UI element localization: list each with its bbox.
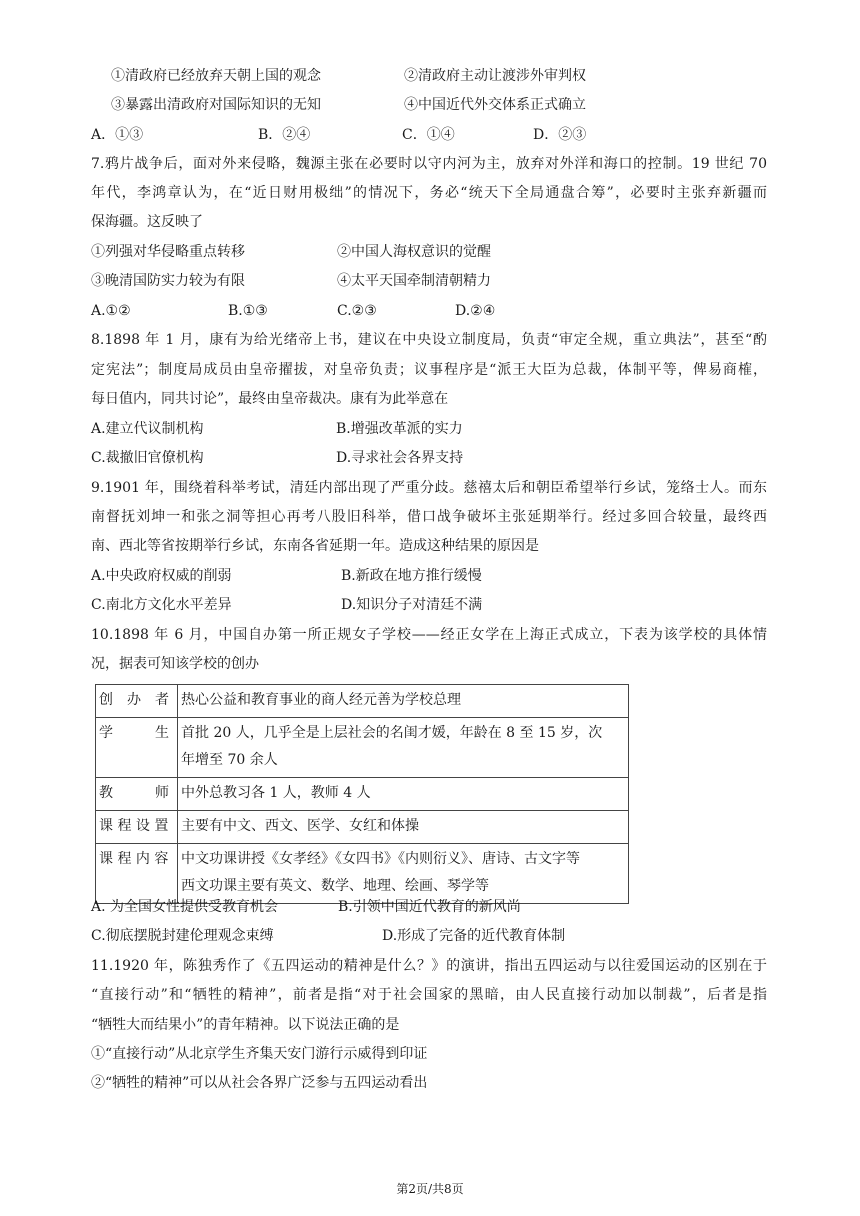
q9-stem-line: 南督抚刘坤一和张之洞等担心再考八股旧科举，借口战争破坏主张延期举行。经过多回合较量，最终西 (91, 509, 767, 525)
q6-choice-c: C．①④ (402, 127, 455, 143)
q8-choice-b: B.增强改革派的实力 (336, 421, 463, 437)
q11-stem-line: 11.1920 年，陈独秀作了《五四运动的精神是什么？》的演讲，指出五四运动与以往爱国运动的区别在于 (91, 958, 767, 974)
q8-stem-line: 定宪法”；制度局成员由皇帝擢拔，对皇帝负责；议事程序是“派王大臣为总裁，体制平等，俾易商榷， (91, 362, 767, 378)
q7-option-2: ②中国人海权意识的觉醒 (337, 244, 491, 260)
q11-option-1: ①“直接行动”从北京学生齐集天安门游行示威得到印证 (91, 1046, 428, 1062)
table-row-header: 教 师 (96, 778, 178, 811)
table-cell-line: 首批 20 人，几乎全是上层社会的名闺才媛，年龄在 8 至 15 岁，次 (181, 725, 603, 741)
table-cell-line: 年增至 70 余人 (181, 752, 278, 768)
q9-stem-line: 南、西北等省按期举行乡试，东南各省延期一年。造成这种结果的原因是 (91, 538, 539, 554)
table-row-content (178, 844, 629, 904)
table-row-header: 课 程 设 置 (96, 811, 178, 844)
q7-stem-line: 7.鸦片战争后，面对外来侵略，魏源主张在必要时以守内河为主，放弃对外洋和海口的控制。19 世纪 70 (91, 156, 767, 172)
q10-choice-c: C.彻底摆脱封建伦理观念束缚 (91, 928, 274, 944)
table-cell-line: 西文功课主要有英文、数学、地理、绘画、琴学等 (181, 878, 489, 894)
q11-option-2: ②“牺牲的精神”可以从社会各界广泛参与五四运动看出 (91, 1075, 428, 1091)
q9-choice-d: D.知识分子对清廷不满 (341, 597, 483, 613)
q11-stem-line: “直接行动”和“牺牲的精神”，前者是指“对于社会国家的黑暗，由人民直接行动加以制裁”，后者是指 (91, 987, 767, 1003)
q9-choice-c: C.南北方文化水平差异 (91, 597, 232, 613)
q6-option-4: ④中国近代外交体系正式确立 (404, 97, 586, 113)
q10-choice-d: D.形成了完备的近代教育体制 (382, 928, 566, 944)
q7-option-3: ③晚清国防实力较为有限 (91, 273, 245, 289)
q9-choice-a: A.中央政府权威的削弱 (91, 568, 232, 584)
q8-stem-line: 每日值内，同共讨论”，最终由皇帝裁决。康有为此举意在 (91, 391, 449, 407)
table-cell-line: 中文功课讲授《女孝经》《女四书》《内则衍义》、唐诗、古文字等 (181, 851, 580, 867)
table-row-content (178, 778, 629, 811)
q7-choice-d: D.②④ (455, 303, 496, 319)
q7-choice-a: A.①② (91, 303, 131, 319)
q8-stem-line: 8.1898 年 1 月，康有为给光绪帝上书，建议在中央设立制度局，负责“审定全规，重立典法”，甚至“酌 (91, 332, 767, 348)
table-row-header: 课 程 内 容 (96, 844, 178, 904)
page-number: 第2页/共8页 (396, 1182, 464, 1196)
table-cell-line: 中外总教习各 1 人，教师 4 人 (181, 785, 371, 801)
q11-stem-line: “牺牲大而结果小”的青年精神。以下说法正确的是 (91, 1017, 400, 1033)
q6-choice-b: B．②④ (258, 127, 311, 143)
q7-stem-line: 保海疆。这反映了 (91, 214, 203, 230)
q10-choice-b: B.引领中国近代教育的新风尚 (338, 899, 521, 915)
q9-choice-b: B.新政在地方推行缓慢 (341, 568, 482, 584)
q8-choice-c: C.裁撤旧官僚机构 (91, 450, 204, 466)
table-row (96, 844, 629, 904)
table-row-content (178, 811, 629, 844)
q10-choice-a: A. 为全国女性提供受教育机会 (91, 899, 279, 915)
table-row (96, 811, 629, 844)
table-row-content (178, 718, 629, 778)
q7-option-1: ①列强对华侵略重点转移 (91, 244, 245, 260)
table-cell-line: 主要有中文、西文、医学、女红和体操 (181, 818, 419, 834)
table-row-header: 学 生 (96, 718, 178, 778)
q9-stem-line: 9.1901 年，围绕着科举考试，清廷内部出现了严重分歧。慈禧太后和朝臣希望举行乡试，笼络士人。而东 (91, 480, 767, 496)
q10-stem-line: 况，据表可知该学校的创办 (91, 656, 259, 672)
q8-choice-a: A.建立代议制机构 (91, 421, 204, 437)
q7-choice-b: B.①③ (228, 303, 268, 319)
q6-option-2: ②清政府主动让渡涉外审判权 (404, 68, 586, 84)
q6-choice-a: A．①③ (91, 127, 144, 143)
q7-stem-line: 年代，李鸿章认为，在“近日财用极绌”的情况下，务必“统天下全局通盘合筹”，必要时主张弃新疆而 (91, 185, 767, 201)
q10-stem-line: 10.1898 年 6 月，中国自办第一所正规女子学校——经正女学在上海正式成立，下表为该学校的具体情 (91, 627, 767, 643)
q8-choice-d: D.寻求社会各界支持 (336, 450, 464, 466)
q6-choice-d: D．②③ (533, 127, 587, 143)
q7-choice-c: C.②③ (337, 303, 377, 319)
table-row-content (178, 685, 629, 718)
table-row (96, 685, 629, 718)
table-row (96, 718, 629, 778)
school-info-table (95, 684, 629, 904)
table-cell-line: 热心公益和教育事业的商人经元善为学校总理 (181, 692, 461, 708)
q7-option-4: ④太平天国牵制清朝精力 (337, 273, 491, 289)
table-row (96, 778, 629, 811)
q6-option-3: ③暴露出清政府对国际知识的无知 (111, 97, 321, 113)
q6-option-1: ①清政府已经放弃天朝上国的观念 (111, 68, 321, 84)
table-row-header: 创 办 者 (96, 685, 178, 718)
